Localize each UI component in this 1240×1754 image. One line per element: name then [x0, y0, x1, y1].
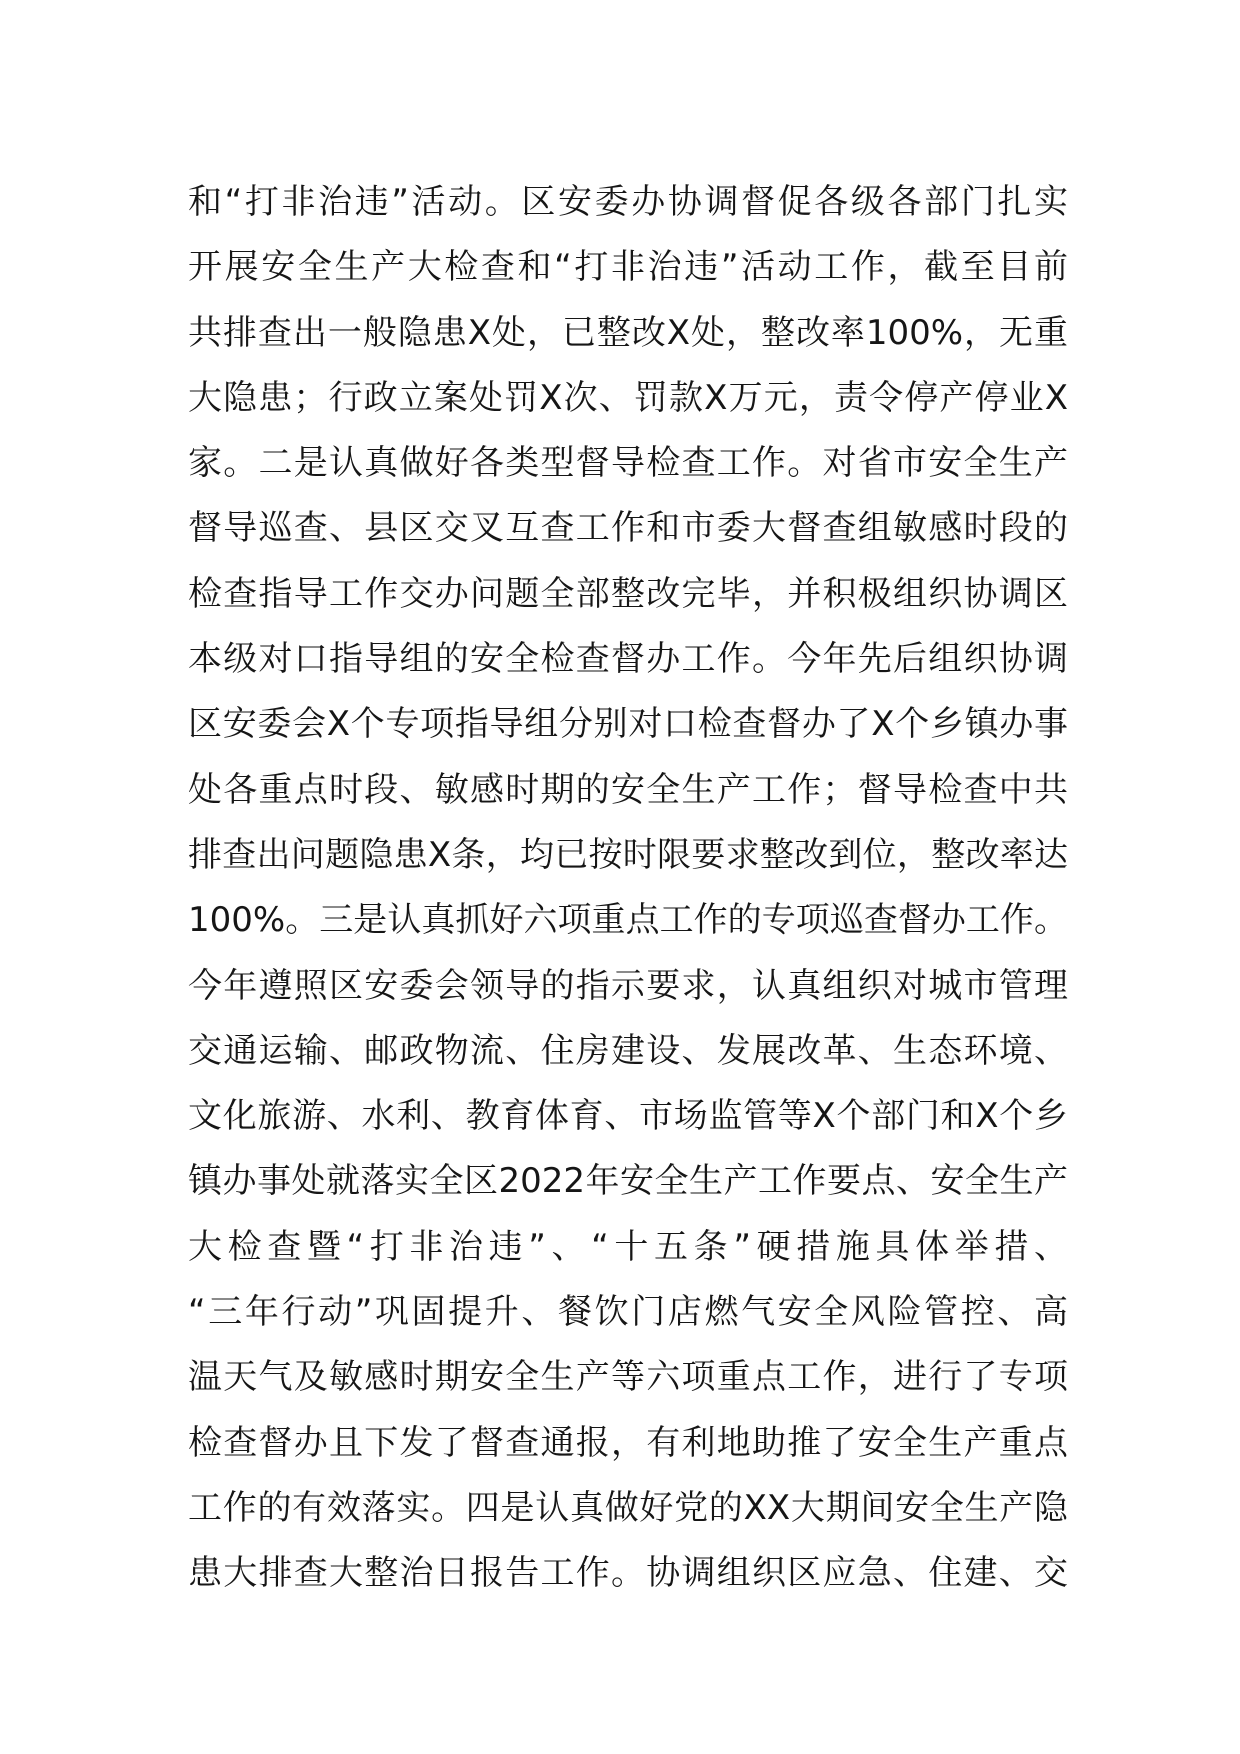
text-line: 排查出问题隐患X条，均已按时限要求整改到位，整改率达 — [188, 834, 1068, 875]
text-line: 家。二是认真做好各类型督导检查工作。对省市安全生产 — [188, 443, 1068, 484]
text-line: 文化旅游、水利、教育体育、市场监管等X个部门和X个乡 — [188, 1096, 1068, 1137]
text-line: 大隐患；行政立案处罚X次、罚款X万元，责令停产停业X — [188, 377, 1068, 418]
text-line: 患大排查大整治日报告工作。协调组织区应急、住建、交 — [188, 1553, 1068, 1594]
text-line: 共排查出一般隐患X处，已整改X处，整改率100%，无重 — [188, 312, 1068, 353]
text-line: 本级对口指导组的安全检查督办工作。今年先后组织协调 — [188, 639, 1068, 680]
text-line: 今年遵照区安委会领导的指示要求，认真组织对城市管理 — [188, 965, 1068, 1006]
text-line: 工作的有效落实。四是认真做好党的XX大期间安全生产隐 — [188, 1487, 1068, 1528]
text-line: 开展安全生产大检查和“打非治违”活动工作，截至目前 — [188, 247, 1068, 288]
text-line: 督导巡查、县区交叉互查工作和市委大督查组敏感时段的 — [188, 508, 1068, 549]
text-line: 100%。三是认真抓好六项重点工作的专项巡查督办工作。 — [188, 900, 1068, 941]
text-line: 温天气及敏感时期安全生产等六项重点工作，进行了专项 — [188, 1357, 1068, 1398]
text-line: 镇办事处就落实全区2022年安全生产工作要点、安全生产 — [188, 1161, 1068, 1202]
text-line: 检查指导工作交办问题全部整改完毕，并积极组织协调区 — [188, 573, 1068, 614]
text-line: 交通运输、邮政物流、住房建设、发展改革、生态环境、 — [188, 1030, 1068, 1071]
text-line: 大检查暨“打非治违”、“十五条”硬措施具体举措、 — [188, 1226, 1068, 1267]
text-line: 处各重点时段、敏感时期的安全生产工作；督导检查中共 — [188, 769, 1068, 810]
text-line: 和“打非治违”活动。区安委办协调督促各级各部门扎实 — [188, 182, 1068, 222]
text-line: “三年行动”巩固提升、餐饮门店燃气安全风险管控、高 — [188, 1292, 1068, 1333]
body-paragraph — [188, 170, 1068, 1607]
text-line: 区安委会X个专项指导组分别对口检查督办了X个乡镇办事 — [188, 704, 1068, 745]
text-line: 检查督办且下发了督查通报，有利地助推了安全生产重点 — [188, 1422, 1068, 1463]
